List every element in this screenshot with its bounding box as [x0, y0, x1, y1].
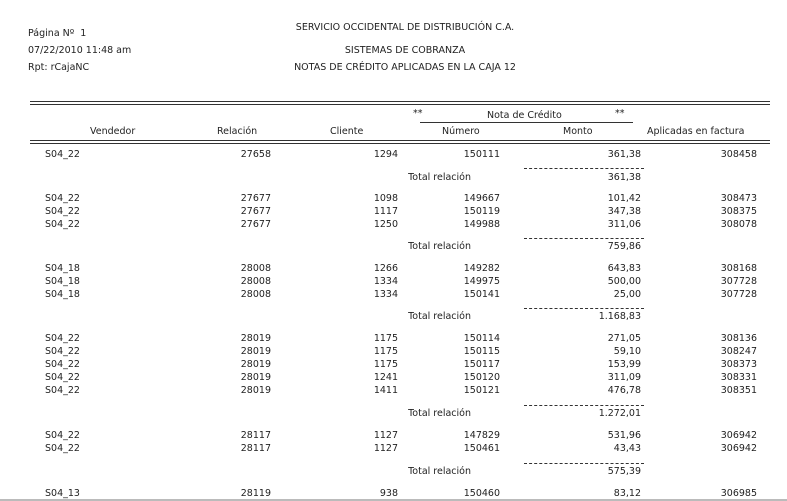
- table-row: [0, 359, 787, 372]
- cell-cliente: 1175: [373, 359, 398, 370]
- cell-monto: 500,00: [607, 276, 641, 287]
- table-row: [0, 346, 787, 359]
- header-double-rule-bottom: [30, 140, 770, 144]
- cell-vendedor: S04_22: [45, 333, 80, 344]
- cell-monto: 153,99: [607, 359, 641, 370]
- table-row: [0, 276, 787, 289]
- cell-monto: 59,10: [613, 346, 641, 357]
- cell-relacion: 27677: [240, 206, 271, 217]
- cell-factura: 308136: [720, 333, 757, 344]
- cell-cliente: 1098: [373, 193, 398, 204]
- cell-factura: 308473: [720, 193, 757, 204]
- cell-vendedor: S04_13: [45, 488, 80, 499]
- total-row: [0, 241, 787, 254]
- table-row: [0, 193, 787, 206]
- total-value: 575,39: [607, 466, 641, 477]
- cell-vendedor: S04_22: [45, 372, 80, 383]
- cell-cliente: 1175: [373, 346, 398, 357]
- table-row: [0, 206, 787, 219]
- cell-vendedor: S04_22: [45, 219, 80, 230]
- cell-monto: 531,96: [607, 430, 641, 441]
- cell-factura: 307728: [720, 276, 757, 287]
- total-label: Total relación: [408, 311, 471, 322]
- cell-relacion: 28019: [240, 359, 271, 370]
- cell-factura: 306942: [720, 430, 757, 441]
- col-numero: Número: [442, 126, 480, 137]
- cell-numero: 150119: [463, 206, 500, 217]
- total-value: 1.272,01: [598, 408, 641, 419]
- cell-relacion: 28119: [240, 488, 271, 499]
- cell-vendedor: S04_22: [45, 430, 80, 441]
- cell-numero: 150120: [463, 372, 500, 383]
- cell-cliente: 1127: [373, 443, 398, 454]
- subtotal-rule: [524, 405, 644, 406]
- cell-factura: 308351: [720, 385, 757, 396]
- cell-factura: 306985: [720, 488, 757, 499]
- subtotal-rule: [524, 168, 644, 169]
- table-row: [0, 372, 787, 385]
- cell-monto: 101,42: [607, 193, 641, 204]
- cell-cliente: 1334: [373, 276, 398, 287]
- cell-numero: 150117: [463, 359, 500, 370]
- page-label: Página Nº: [28, 28, 75, 39]
- cell-cliente: 1175: [373, 333, 398, 344]
- subtotal-rule: [524, 308, 644, 309]
- report-title: NOTAS DE CRÉDITO APLICADAS EN LA CAJA 12: [294, 62, 516, 73]
- cell-monto: 643,83: [607, 263, 641, 274]
- table-row: [0, 263, 787, 276]
- table-row: [0, 219, 787, 232]
- total-label: Total relación: [408, 408, 471, 419]
- table-row: [0, 333, 787, 346]
- cell-vendedor: S04_18: [45, 276, 80, 287]
- cell-monto: 311,06: [607, 219, 641, 230]
- total-value: 1.168,83: [598, 311, 641, 322]
- total-value: 361,38: [607, 172, 641, 183]
- cell-cliente: 1334: [373, 289, 398, 300]
- report-datetime: 07/22/2010 11:48 am: [28, 45, 132, 56]
- cell-numero: 149988: [463, 219, 500, 230]
- col-vendedor: Vendedor: [90, 126, 136, 137]
- cell-numero: 150121: [463, 385, 500, 396]
- page-value: 1: [80, 28, 87, 39]
- cell-factura: 308247: [720, 346, 757, 357]
- cell-vendedor: S04_22: [45, 193, 80, 204]
- cell-factura: 308078: [720, 219, 757, 230]
- cell-factura: 308373: [720, 359, 757, 370]
- table-row: [0, 149, 787, 162]
- cell-relacion: 28008: [240, 263, 271, 274]
- cell-numero: 150114: [463, 333, 500, 344]
- cell-numero: 150111: [463, 149, 500, 160]
- header-stars-left: **: [413, 108, 423, 119]
- cell-cliente: 1250: [373, 219, 398, 230]
- cell-relacion: 28019: [240, 385, 271, 396]
- cell-factura: 308331: [720, 372, 757, 383]
- cell-relacion: 28117: [240, 430, 271, 441]
- cell-relacion: 28019: [240, 346, 271, 357]
- cell-relacion: 28117: [240, 443, 271, 454]
- system-name: SISTEMAS DE COBRANZA: [344, 45, 466, 56]
- table-row: [0, 289, 787, 302]
- cell-vendedor: S04_22: [45, 443, 80, 454]
- cell-monto: 43,43: [613, 443, 641, 454]
- cell-cliente: 1294: [373, 149, 398, 160]
- cell-vendedor: S04_22: [45, 385, 80, 396]
- nota-credito-underline: [420, 122, 633, 123]
- total-label: Total relación: [408, 241, 471, 252]
- cell-relacion: 28008: [240, 289, 271, 300]
- cell-numero: 150461: [463, 443, 500, 454]
- cell-relacion: 27677: [240, 219, 271, 230]
- subtotal-rule: [524, 463, 644, 464]
- cell-cliente: 1266: [373, 263, 398, 274]
- total-label: Total relación: [408, 172, 471, 183]
- cell-numero: 147829: [463, 430, 500, 441]
- cell-numero: 150141: [463, 289, 500, 300]
- cell-vendedor: S04_22: [45, 346, 80, 357]
- page-number: [28, 28, 86, 39]
- company-name: SERVICIO OCCIDENTAL DE DISTRIBUCIÓN C.A.: [295, 22, 515, 33]
- cell-cliente: 1127: [373, 430, 398, 441]
- cell-numero: 150460: [463, 488, 500, 499]
- cell-monto: 311,09: [607, 372, 641, 383]
- cell-relacion: 28019: [240, 333, 271, 344]
- cell-cliente: 1117: [373, 206, 398, 217]
- cell-relacion: 28019: [240, 372, 271, 383]
- cell-numero: 149975: [463, 276, 500, 287]
- subtotal-rule: [524, 238, 644, 239]
- cell-factura: 306942: [720, 443, 757, 454]
- cell-numero: 150115: [463, 346, 500, 357]
- cell-cliente: 1411: [373, 385, 398, 396]
- header-nota-credito: Nota de Crédito: [487, 110, 562, 121]
- cell-monto: 347,38: [607, 206, 641, 217]
- header-stars-right: **: [615, 108, 625, 119]
- cell-factura: 308458: [720, 149, 757, 160]
- cell-factura: 308375: [720, 206, 757, 217]
- cell-factura: 307728: [720, 289, 757, 300]
- cell-numero: 149282: [463, 263, 500, 274]
- cell-relacion: 28008: [240, 276, 271, 287]
- total-value: 759,86: [607, 241, 641, 252]
- total-row: [0, 172, 787, 185]
- total-label: Total relación: [408, 466, 471, 477]
- cell-vendedor: S04_18: [45, 289, 80, 300]
- total-row: [0, 466, 787, 479]
- cell-cliente: 1241: [373, 372, 398, 383]
- col-relacion: Relación: [217, 126, 258, 137]
- cell-relacion: 27658: [240, 149, 271, 160]
- cell-monto: 476,78: [607, 385, 641, 396]
- cell-vendedor: S04_22: [45, 206, 80, 217]
- cell-cliente: 938: [379, 488, 398, 499]
- cell-numero: 149667: [463, 193, 500, 204]
- cell-factura: 308168: [720, 263, 757, 274]
- col-aplicadas: Aplicadas en factura: [647, 126, 745, 137]
- table-row: [0, 385, 787, 398]
- cell-monto: 361,38: [607, 149, 641, 160]
- cell-vendedor: S04_22: [45, 359, 80, 370]
- cell-vendedor: S04_22: [45, 149, 80, 160]
- table-row: [0, 430, 787, 443]
- header-double-rule-top: [30, 101, 770, 105]
- col-monto: Monto: [563, 126, 593, 137]
- cell-vendedor: S04_18: [45, 263, 80, 274]
- cell-relacion: 27677: [240, 193, 271, 204]
- total-row: [0, 311, 787, 324]
- cell-monto: 25,00: [613, 289, 641, 300]
- report-id: Rpt: rCajaNC: [28, 62, 90, 73]
- cell-monto: 271,05: [607, 333, 641, 344]
- cell-monto: 83,12: [613, 488, 641, 499]
- total-row: [0, 408, 787, 421]
- table-row: [0, 443, 787, 456]
- col-cliente: Cliente: [330, 126, 364, 137]
